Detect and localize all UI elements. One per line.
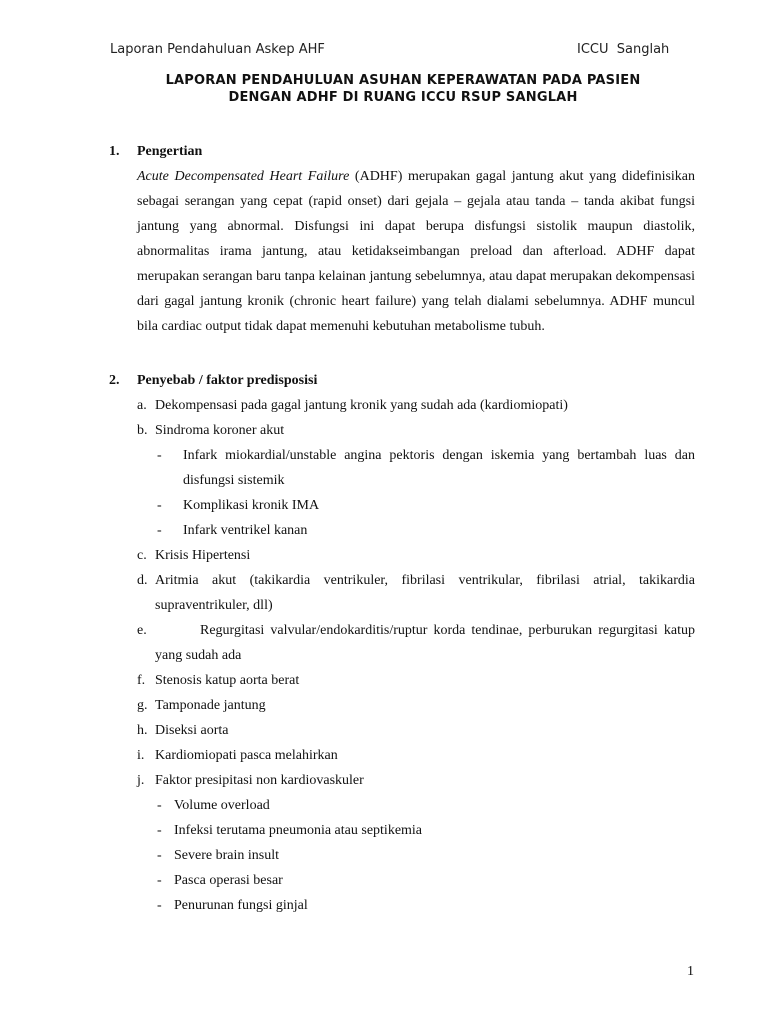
dash-marker: -	[157, 848, 162, 863]
list-item-text: Regurgitasi valvular/endokarditis/ruptur korda tendinae, perburukan regurgitasi katup yang sudah ada	[155, 623, 695, 663]
dash-marker: -	[157, 448, 162, 463]
sub-item-text: Severe brain insult	[174, 848, 279, 863]
list-item	[0, 743, 695, 768]
list-marker: a.	[137, 398, 147, 413]
list-marker: f.	[137, 673, 146, 688]
sub-item-text: Infeksi terutama pneumonia atau septikemia	[174, 823, 423, 838]
list-item-text: Dekompensasi pada gagal jantung kronik yang sudah ada (kardiomiopati)	[155, 398, 568, 413]
list-marker: i.	[137, 748, 145, 763]
dash-marker: -	[157, 898, 162, 913]
section-title: Penyebab / faktor predisposisi	[137, 373, 318, 388]
list-item	[0, 668, 695, 693]
list-marker: c.	[137, 548, 147, 563]
sub-item-text: Pasca operasi besar	[174, 873, 283, 888]
list-item	[0, 693, 695, 718]
definition-text: (ADHF) merupakan gagal jantung akut yang didefinisikan sebagai serangan yang cepat (rapid onset) dari gejala – gejala atau tanda – tanda akibat fungsi jantung yang abnormal. Disfungsi ini dapat berupa disfungsi sistolik maupun diastolik, abnormalitas irama jantung, atau ketidakseimbangan preload dan afterload. ADHF dapat merupakan serangan baru tanpa kelainan jantung sebelumnya, atau dapat merupakan dekompensasi dari gagal jantung kronik (chronic heart failure) yang telah dialami sebelumnya. ADHF muncul bila cardiac output tidak dapat memenuhi kebutuhan metabolisme tubuh.	[137, 169, 696, 334]
list-marker: h.	[137, 723, 148, 738]
sub-list-item	[0, 893, 695, 918]
section-title: Pengertian	[137, 144, 203, 159]
page-number: 1	[687, 964, 694, 979]
page-header	[110, 42, 668, 57]
sub-list-item	[0, 818, 695, 843]
causes-list	[0, 393, 768, 918]
title-line-1: LAPORAN PENDAHULUAN ASUHAN KEPERAWATAN PADA PASIEN	[165, 73, 641, 88]
list-item	[0, 718, 695, 743]
sub-item-text: Penurunan fungsi ginjal	[174, 898, 308, 913]
sub-list-item	[0, 793, 695, 818]
header-left-text: Laporan Pendahuluan Askep AHF	[110, 42, 325, 57]
list-marker: b.	[137, 423, 148, 438]
dash-marker: -	[157, 823, 162, 838]
section-number: 2.	[109, 373, 120, 388]
sub-list-item	[0, 443, 695, 493]
sub-list-item	[0, 868, 695, 893]
sub-list-item	[0, 493, 695, 518]
title-line-2: DENGAN ADHF DI RUANG ICCU RSUP SANGLAH	[228, 90, 578, 105]
adhf-term: Acute Decompensated Heart Failure	[137, 169, 350, 184]
list-item-text: Sindroma koroner akut	[155, 423, 285, 438]
section-2-heading	[0, 368, 768, 393]
dash-marker: -	[157, 498, 162, 513]
list-item-text: Faktor presipitasi non kardiovaskuler	[155, 773, 364, 788]
list-item-text: Aritmia akut (takikardia ventrikuler, fibrilasi ventrikular, fibrilasi atrial, takikardia supraventrikuler, dll)	[155, 573, 695, 613]
section-1-heading	[0, 139, 768, 164]
list-item-text: Tamponade jantung	[155, 698, 266, 713]
list-item-text: Krisis Hipertensi	[155, 548, 251, 563]
dash-marker: -	[157, 798, 162, 813]
dash-marker: -	[157, 873, 162, 888]
sub-list-item	[0, 518, 695, 543]
document-title	[110, 72, 696, 106]
list-item-text: Stenosis katup aorta berat	[155, 673, 300, 688]
list-item	[0, 568, 695, 618]
list-marker: e.	[137, 623, 147, 638]
list-marker: j.	[137, 773, 145, 788]
list-item	[0, 418, 695, 443]
list-item-text: Diseksi aorta	[155, 723, 229, 738]
document-body	[0, 139, 768, 918]
dash-marker: -	[157, 523, 162, 538]
sub-item-text: Infark miokardial/unstable angina pektoris dengan iskemia yang bertambah luas dan disfungsi sistemik	[183, 448, 695, 488]
sub-item-text: Komplikasi kronik IMA	[183, 498, 320, 513]
list-item-text: Kardiomiopati pasca melahirkan	[155, 748, 338, 763]
sub-list-item	[0, 843, 695, 868]
header-right-text: ICCU Sanglah	[577, 42, 670, 57]
definition-paragraph	[137, 164, 695, 339]
list-item	[0, 618, 695, 668]
list-marker: g.	[137, 698, 148, 713]
sub-item-text: Volume overload	[174, 798, 270, 813]
section-number: 1.	[109, 144, 120, 159]
list-marker: d.	[137, 573, 148, 588]
list-item	[0, 768, 695, 793]
list-item	[0, 393, 695, 418]
sub-item-text: Infark ventrikel kanan	[183, 523, 308, 538]
list-item	[0, 543, 695, 568]
